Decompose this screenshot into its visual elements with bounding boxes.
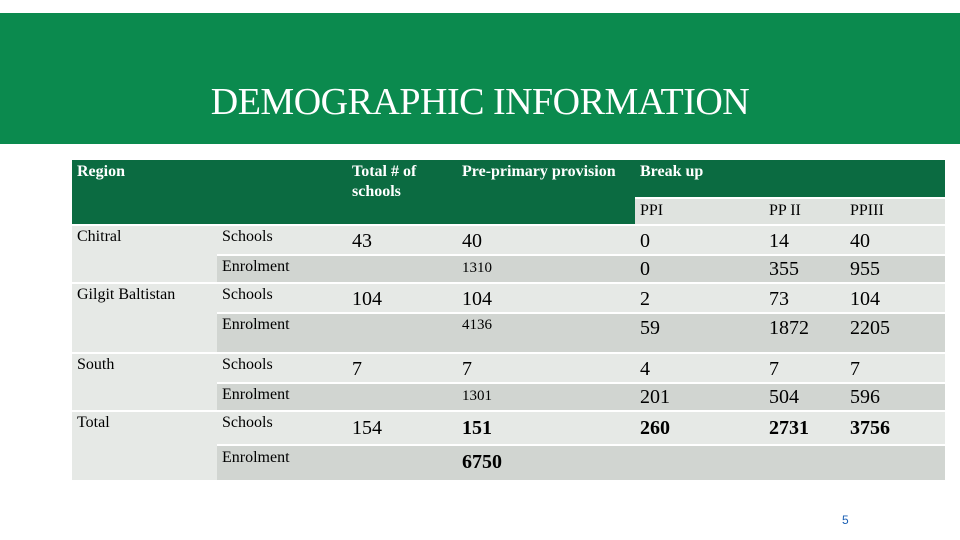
row-label-schools: Schools (217, 226, 347, 254)
page-title: DEMOGRAPHIC INFORMATION (210, 81, 750, 123)
ppi-cell: 4 (635, 354, 764, 382)
total-schools-cell: 43 (347, 226, 457, 254)
empty-cell (347, 314, 457, 352)
ppiii-cell: 40 (845, 226, 945, 254)
ppii-cell: 73 (764, 284, 845, 312)
region-cell: Gilgit Baltistan (72, 284, 217, 352)
header-break-up: Break up (635, 160, 945, 197)
empty-cell (845, 446, 945, 480)
pre-primary-schools-cell: 40 (457, 226, 635, 254)
ppi-cell: 260 (635, 412, 764, 444)
pre-primary-schools-cell: 104 (457, 284, 635, 312)
header-pre-primary: Pre-primary provision (457, 160, 635, 224)
pre-primary-enrolment-cell: 1310 (457, 256, 635, 282)
row-label-enrolment: Enrolment (217, 446, 347, 480)
ppii-cell: 2731 (764, 412, 845, 444)
title-banner (0, 13, 960, 144)
ppii-cell: 504 (764, 384, 845, 410)
row-label-schools: Schools (217, 284, 347, 312)
pre-primary-enrolment-cell: 1301 (457, 384, 635, 410)
header-blank (217, 160, 347, 224)
pre-primary-enrolment-cell: 6750 (457, 446, 635, 480)
pre-primary-schools-cell: 151 (457, 412, 635, 444)
header-ppi: PPI (635, 199, 764, 224)
header-total-schools: Total # of schools (347, 160, 457, 224)
pre-primary-schools-cell: 7 (457, 354, 635, 382)
ppi-cell: 0 (635, 256, 764, 282)
row-label-schools: Schools (217, 354, 347, 382)
total-schools-cell: 154 (347, 412, 457, 444)
ppiii-cell: 7 (845, 354, 945, 382)
pre-primary-enrolment-cell: 4136 (457, 314, 635, 352)
header-ppiii: PPIII (845, 199, 945, 224)
row-label-enrolment: Enrolment (217, 314, 347, 352)
ppii-cell: 1872 (764, 314, 845, 352)
ppiii-cell: 596 (845, 384, 945, 410)
row-label-enrolment: Enrolment (217, 256, 347, 282)
empty-cell (347, 384, 457, 410)
region-cell: South (72, 354, 217, 410)
row-label-enrolment: Enrolment (217, 384, 347, 410)
ppiii-cell: 104 (845, 284, 945, 312)
ppiii-cell: 3756 (845, 412, 945, 444)
region-cell: Total (72, 412, 217, 480)
row-label-schools: Schools (217, 412, 347, 444)
total-schools-cell: 7 (347, 354, 457, 382)
ppi-cell: 201 (635, 384, 764, 410)
ppi-cell: 0 (635, 226, 764, 254)
header-region: Region (72, 160, 217, 224)
empty-cell (635, 446, 764, 480)
page-number: 5 (842, 513, 849, 527)
ppi-cell: 59 (635, 314, 764, 352)
ppiii-cell: 2205 (845, 314, 945, 352)
empty-cell (764, 446, 845, 480)
empty-cell (347, 446, 457, 480)
ppiii-cell: 955 (845, 256, 945, 282)
total-schools-cell: 104 (347, 284, 457, 312)
ppii-cell: 7 (764, 354, 845, 382)
ppii-cell: 355 (764, 256, 845, 282)
empty-cell (347, 256, 457, 282)
ppi-cell: 2 (635, 284, 764, 312)
header-ppii: PP II (764, 199, 845, 224)
region-cell: Chitral (72, 226, 217, 282)
ppii-cell: 14 (764, 226, 845, 254)
